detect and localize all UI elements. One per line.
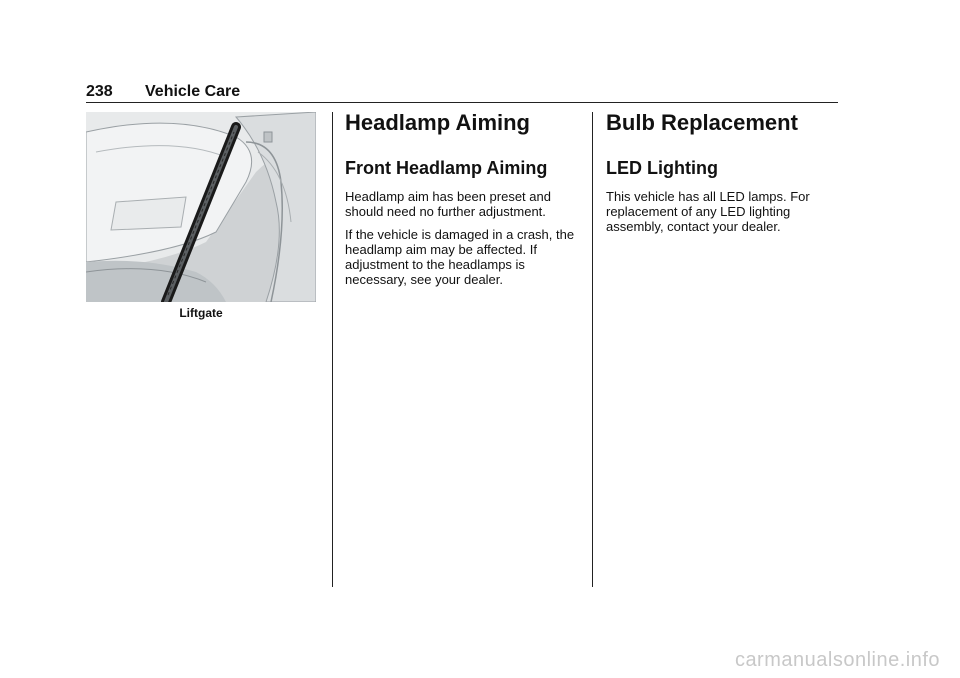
column-divider (332, 112, 333, 587)
page-number: 238 (86, 83, 113, 100)
body-paragraph: This vehicle has all LED lamps. For replacement of any LED lighting assembly, contact your dealer. (606, 189, 810, 234)
front-headlamp-aiming-subheading: Front Headlamp Aiming (345, 158, 548, 178)
watermark: carmanualsonline.info (734, 649, 940, 671)
led-lighting-subheading: LED Lighting (606, 158, 718, 178)
column-divider (592, 112, 593, 587)
headlamp-aiming-heading: Headlamp Aiming (345, 110, 530, 135)
bulb-replacement-section (606, 110, 841, 234)
page-header (86, 80, 838, 103)
section-title: Vehicle Care (145, 83, 241, 100)
liftgate-illustration (86, 112, 316, 302)
bulb-replacement-heading: Bulb Replacement (606, 110, 798, 135)
body-paragraph: Headlamp aim has been preset and should need no further adjustment. (345, 189, 551, 219)
body-paragraph: If the vehicle is damaged in a crash, the headlamp aim may be affected. If adjustment to the headlamps is necessary, see your dealer. (345, 227, 575, 287)
headlamp-aiming-section (345, 110, 580, 287)
figure-caption: Liftgate (179, 306, 223, 320)
